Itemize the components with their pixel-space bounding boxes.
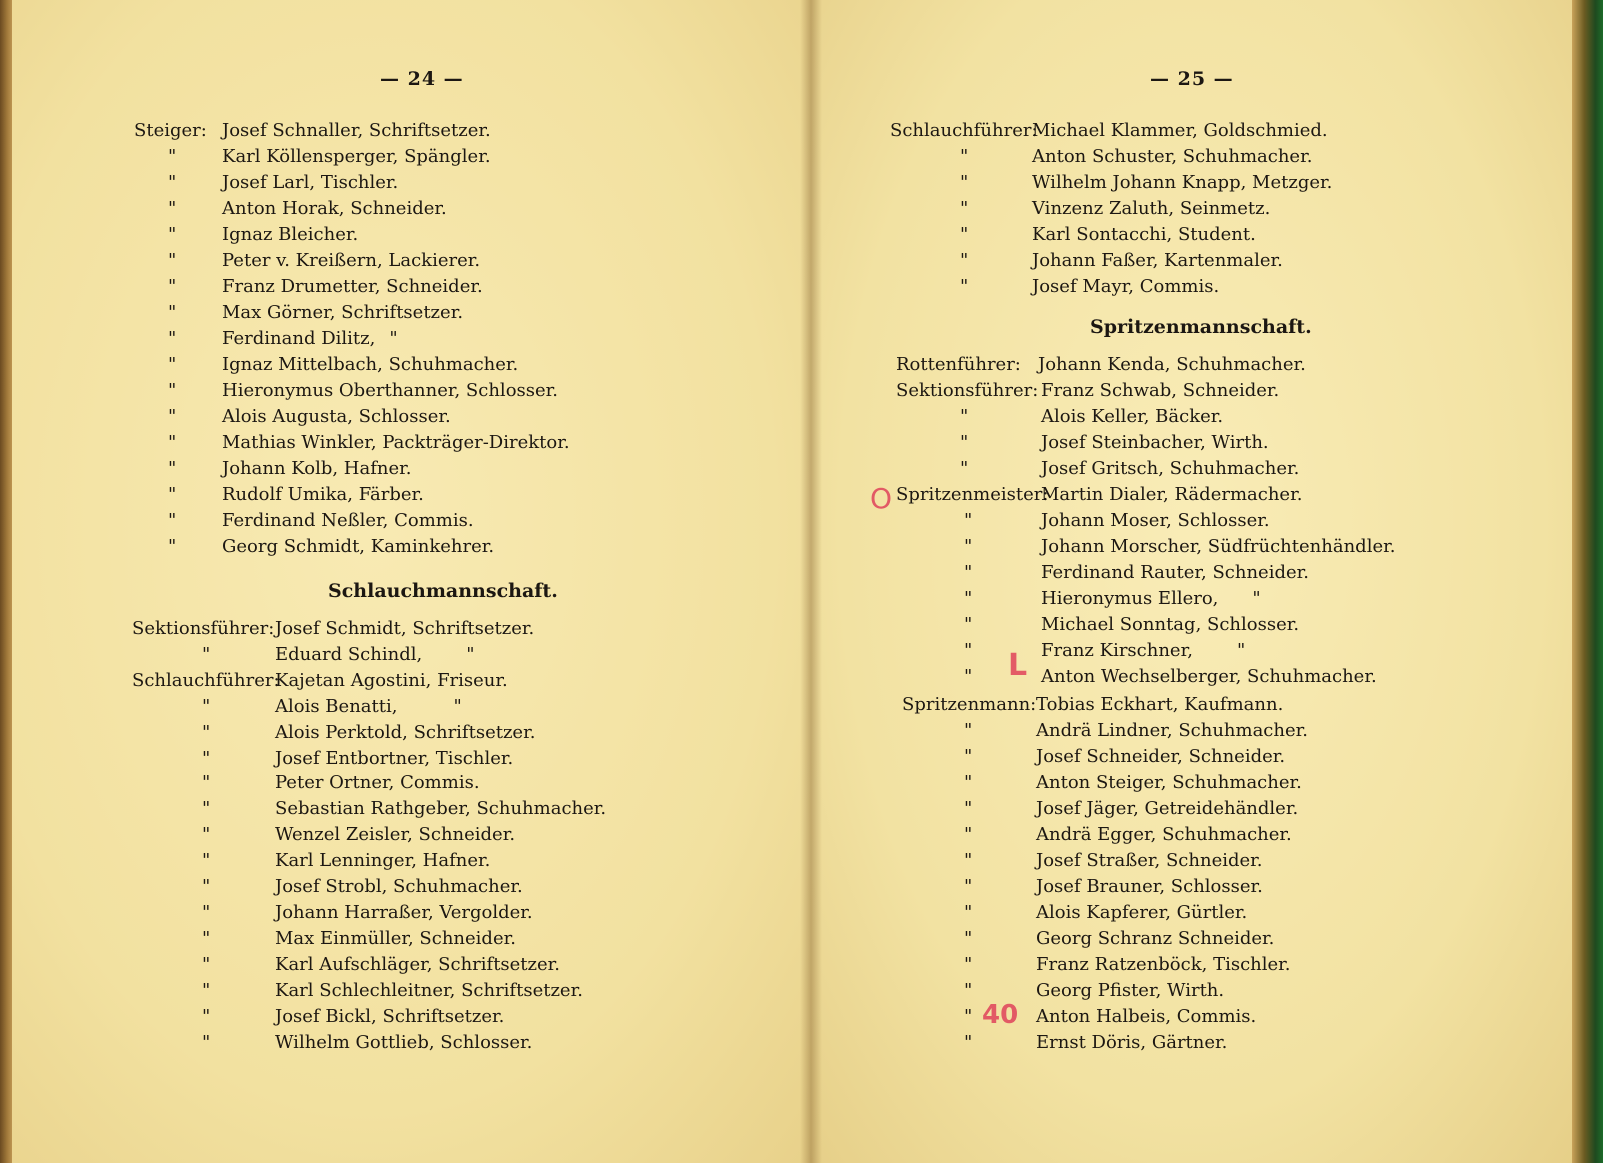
member-name: Josef Schmidt, Schriftsetzer. [275, 618, 535, 639]
member-name: Martin Dialer, Rädermacher. [1041, 484, 1303, 505]
member-name: Josef Straßer, Schneider. [1036, 850, 1263, 871]
ditto-mark: " [202, 954, 211, 975]
member-name: Sebastian Rathgeber, Schuhmacher. [275, 798, 607, 819]
member-name: Michael Sonntag, Schlosser. [1041, 614, 1300, 635]
member-entry [222, 326, 398, 352]
ditto-mark: " [168, 172, 177, 193]
member-name: Karl Sontacchi, Student. [1032, 224, 1256, 245]
role-label: Steiger: [134, 120, 207, 141]
ditto-mark: " [202, 644, 211, 665]
member-name: Ignaz Mittelbach, Schuhmacher. [222, 354, 519, 375]
member-name: Josef Mayr, Commis. [1032, 276, 1220, 297]
member-name: Alois Augusta, Schlosser. [222, 406, 451, 427]
ditto-mark: " [168, 328, 177, 349]
ditto-mark: " [453, 696, 462, 717]
member-name: Josef Schneider, Schneider. [1036, 746, 1286, 767]
ditto-mark: " [168, 484, 177, 505]
member-name: Mathias Winkler, Packträger-Direktor. [222, 432, 570, 453]
ditto-mark: " [960, 224, 969, 245]
member-name: Max Einmüller, Schneider. [275, 928, 516, 949]
role-label: Spritzenmeister: [896, 484, 1049, 505]
member-name: Kajetan Agostini, Friseur. [275, 670, 508, 691]
ditto-mark: " [960, 198, 969, 219]
role-label: Spritzenmann: [902, 694, 1037, 715]
member-name: Josef Schnaller, Schriftsetzer. [222, 120, 491, 141]
annotation-mark-40: 40 [982, 1000, 1019, 1030]
ditto-mark: " [964, 772, 973, 793]
ditto-mark: " [202, 696, 211, 717]
ditto-mark: " [168, 380, 177, 401]
ditto-mark: " [960, 432, 969, 453]
ditto-mark: " [964, 902, 973, 923]
member-name: Karl Lenninger, Hafner. [275, 850, 491, 871]
ditto-mark: " [202, 798, 211, 819]
page-number-25: — 25 — [1150, 68, 1234, 90]
ditto-mark: " [964, 720, 973, 741]
member-entry [1041, 586, 1261, 612]
ditto-mark: " [964, 614, 973, 635]
member-name: Josef Jäger, Getreidehändler. [1036, 798, 1299, 819]
ditto-mark: " [202, 824, 211, 845]
member-name: Wilhelm Johann Knapp, Metzger. [1032, 172, 1333, 193]
member-entry [1041, 638, 1245, 664]
member-name: Josef Gritsch, Schuhmacher. [1041, 458, 1300, 479]
ditto-mark: " [964, 876, 973, 897]
member-name: Wenzel Zeisler, Schneider. [275, 824, 516, 845]
member-name: Josef Strobl, Schuhmacher. [275, 876, 523, 897]
member-name: Michael Klammer, Goldschmied. [1032, 120, 1328, 141]
member-name: Franz Kirschner, [1041, 640, 1193, 661]
role-label: Sektionsführer: [896, 380, 1039, 401]
section-heading: Spritzenmannschaft. [1090, 316, 1312, 338]
member-name: Ferdinand Rauter, Schneider. [1041, 562, 1309, 583]
member-name: Johann Harraßer, Vergolder. [275, 902, 533, 923]
member-name: Ferdinand Neßler, Commis. [222, 510, 474, 531]
member-name: Ferdinand Dilitz, [222, 328, 376, 349]
ditto-mark: " [168, 510, 177, 531]
ditto-mark: " [168, 276, 177, 297]
ditto-mark: " [964, 1032, 973, 1053]
ditto-mark: " [202, 748, 211, 769]
member-name: Alois Benatti, [275, 696, 398, 717]
page-24 [12, 0, 810, 1163]
ditto-mark: " [960, 406, 969, 427]
ditto-mark: " [964, 850, 973, 871]
member-name: Josef Larl, Tischler. [222, 172, 399, 193]
ditto-mark: " [168, 146, 177, 167]
ditto-mark: " [960, 146, 969, 167]
annotation-mark-o: O [870, 482, 893, 515]
ditto-mark: " [202, 1032, 211, 1053]
member-name: Max Görner, Schriftsetzer. [222, 302, 464, 323]
member-name: Georg Schranz Schneider. [1036, 928, 1275, 949]
member-name: Josef Bickl, Schriftsetzer. [275, 1006, 505, 1027]
ditto-mark: " [168, 224, 177, 245]
ditto-mark: " [202, 928, 211, 949]
ditto-mark: " [168, 354, 177, 375]
ditto-mark: " [202, 876, 211, 897]
member-entry [275, 642, 474, 668]
member-name: Franz Schwab, Schneider. [1041, 380, 1280, 401]
role-label: Schlauchführer: [890, 120, 1038, 141]
ditto-mark: " [964, 666, 973, 687]
ditto-mark: " [960, 276, 969, 297]
ditto-mark: " [964, 798, 973, 819]
ditto-mark: " [168, 198, 177, 219]
member-name: Anton Steiger, Schuhmacher. [1036, 772, 1302, 793]
ditto-mark: " [389, 328, 398, 349]
ditto-mark: " [964, 510, 973, 531]
member-name: Johann Faßer, Kartenmaler. [1032, 250, 1283, 271]
ditto-mark: " [1252, 588, 1261, 609]
ditto-mark: " [202, 980, 211, 1001]
ditto-mark: " [202, 850, 211, 871]
member-name: Josef Brauner, Schlosser. [1036, 876, 1263, 897]
member-entry [275, 694, 462, 720]
ditto-mark: " [168, 458, 177, 479]
ditto-mark: " [202, 1006, 211, 1027]
member-name: Georg Pfister, Wirth. [1036, 980, 1225, 1001]
member-name: Johann Kenda, Schuhmacher. [1038, 354, 1306, 375]
member-name: Peter v. Kreißern, Lackierer. [222, 250, 481, 271]
ditto-mark: " [202, 902, 211, 923]
member-name: Wilhelm Gottlieb, Schlosser. [275, 1032, 533, 1053]
member-name: Johann Moser, Schlosser. [1041, 510, 1270, 531]
member-name: Vinzenz Zaluth, Seinmetz. [1032, 198, 1271, 219]
member-name: Alois Perktold, Schriftsetzer. [275, 722, 536, 743]
member-name: Andrä Egger, Schuhmacher. [1036, 824, 1292, 845]
member-name: Josef Steinbacher, Wirth. [1041, 432, 1269, 453]
ditto-mark: " [960, 172, 969, 193]
member-name: Ignaz Bleicher. [222, 224, 359, 245]
member-name: Peter Ortner, Commis. [275, 772, 480, 793]
book-edge-right [1572, 0, 1603, 1163]
ditto-mark: " [1236, 640, 1246, 661]
member-name: Karl Köllensperger, Spängler. [222, 146, 491, 167]
member-name: Alois Keller, Bäcker. [1041, 406, 1224, 427]
member-name: Johann Morscher, Südfrüchtenhändler. [1041, 536, 1396, 557]
page-25 [810, 0, 1574, 1163]
member-name: Tobias Eckhart, Kaufmann. [1036, 694, 1284, 715]
ditto-mark: " [964, 980, 973, 1001]
member-name: Anton Halbeis, Commis. [1036, 1006, 1257, 1027]
ditto-mark: " [960, 458, 969, 479]
member-name: Rudolf Umika, Färber. [222, 484, 424, 505]
member-name: Andrä Lindner, Schuhmacher. [1036, 720, 1308, 741]
role-label: Rottenführer: [896, 354, 1021, 375]
page-number-24: — 24 — [380, 68, 464, 90]
member-name: Anton Schuster, Schuhmacher. [1032, 146, 1313, 167]
ditto-mark: " [964, 588, 973, 609]
ditto-mark: " [964, 562, 973, 583]
member-name: Anton Horak, Schneider. [222, 198, 447, 219]
ditto-mark: " [202, 772, 211, 793]
member-name: Anton Wechselberger, Schuhmacher. [1041, 666, 1377, 687]
member-name: Hieronymus Ellero, [1041, 588, 1219, 609]
member-name: Alois Kapferer, Gürtler. [1036, 902, 1248, 923]
ditto-mark: " [964, 928, 973, 949]
member-name: Franz Ratzenböck, Tischler. [1036, 954, 1291, 975]
member-name: Franz Drumetter, Schneider. [222, 276, 483, 297]
ditto-mark: " [168, 250, 177, 271]
member-name: Hieronymus Oberthanner, Schlosser. [222, 380, 559, 401]
ditto-mark: " [168, 432, 177, 453]
annotation-mark-l: L [1008, 648, 1028, 683]
section-heading: Schlauchmannschaft. [328, 580, 558, 602]
member-name: Georg Schmidt, Kaminkehrer. [222, 536, 495, 557]
ditto-mark: " [168, 406, 177, 427]
ditto-mark: " [964, 954, 973, 975]
member-name: Josef Entbortner, Tischler. [275, 748, 514, 769]
member-name: Ernst Döris, Gärtner. [1036, 1032, 1228, 1053]
ditto-mark: " [168, 536, 177, 557]
ditto-mark: " [202, 722, 211, 743]
member-name: Karl Aufschläger, Schriftsetzer. [275, 954, 561, 975]
ditto-mark: " [960, 250, 969, 271]
member-name: Eduard Schindl, [275, 644, 423, 665]
ditto-mark: " [964, 536, 973, 557]
ditto-mark: " [964, 824, 973, 845]
role-label: Sektionsführer: [132, 618, 275, 639]
role-label: Schlauchführer: [132, 670, 280, 691]
book-gutter [800, 0, 822, 1163]
member-name: Johann Kolb, Hafner. [222, 458, 412, 479]
ditto-mark: " [964, 1006, 973, 1027]
ditto-mark: " [964, 746, 973, 767]
ditto-mark: " [466, 644, 475, 665]
ditto-mark: " [964, 640, 973, 661]
ditto-mark: " [168, 302, 177, 323]
member-name: Karl Schlechleitner, Schriftsetzer. [275, 980, 583, 1001]
